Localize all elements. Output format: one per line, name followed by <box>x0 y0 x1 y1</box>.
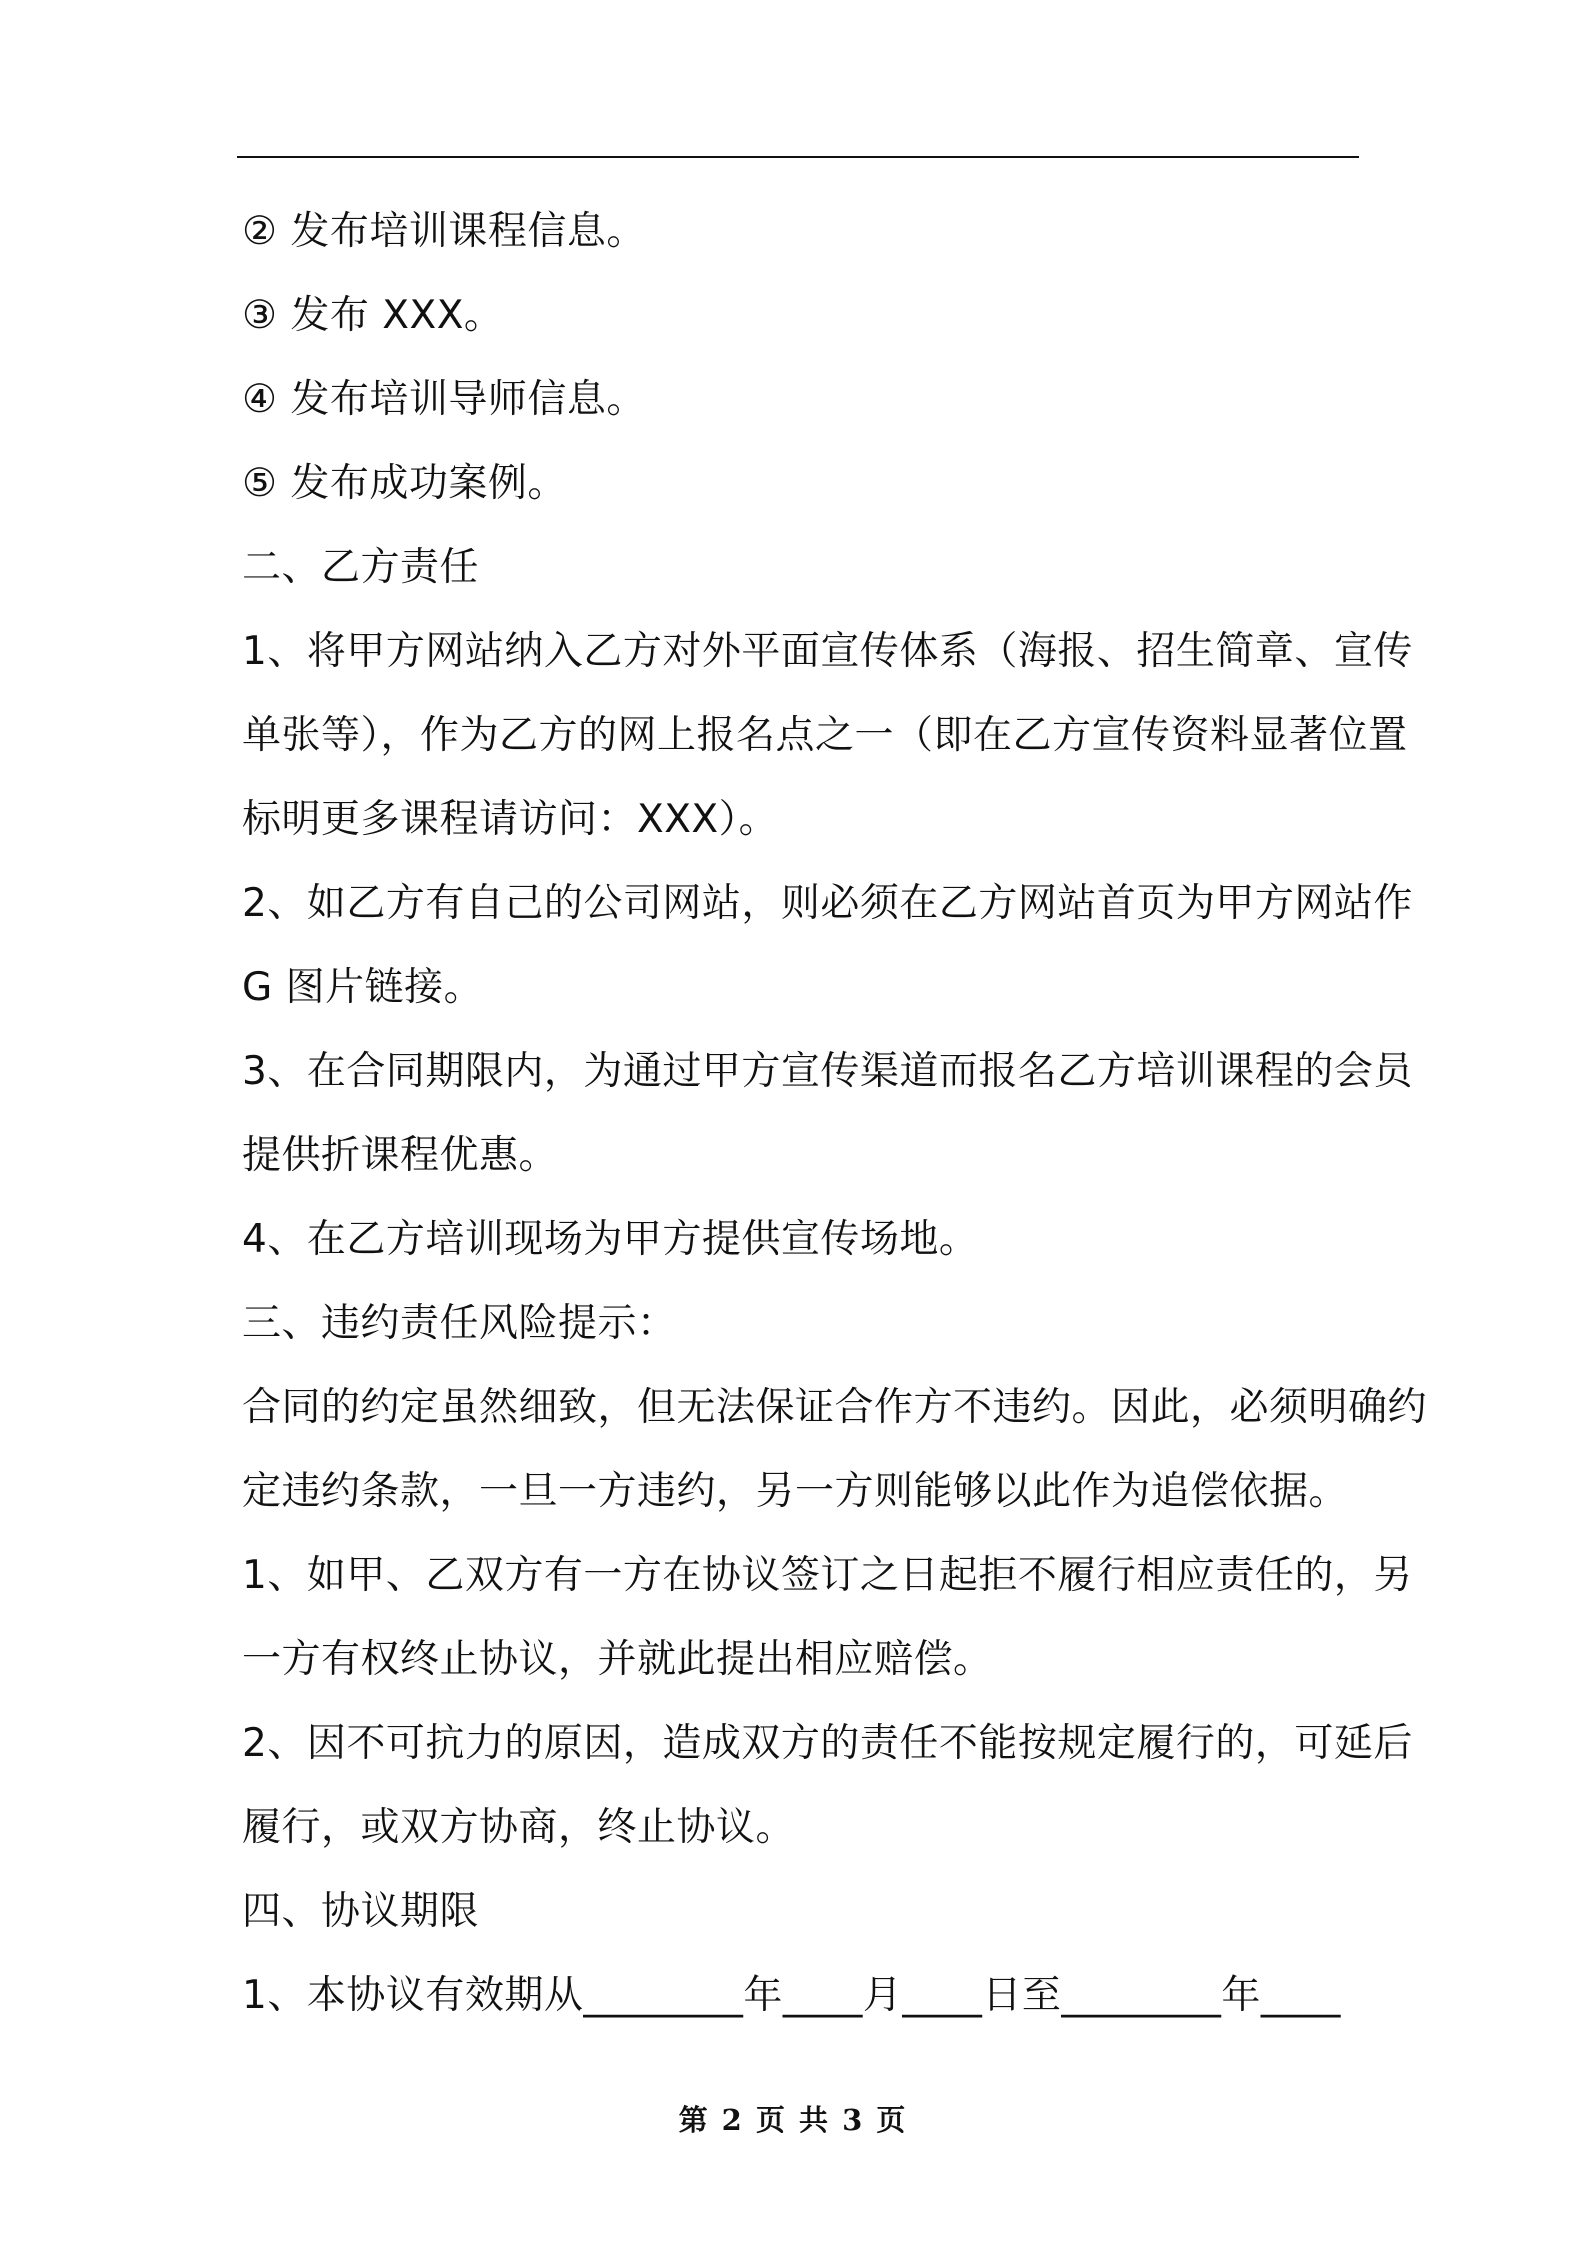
paragraph-line: 1、如甲、乙双方有一方在协议签订之日起拒不履行相应责任的，另 <box>242 1553 1413 1598</box>
paragraph-line: 1、本协议有效期从________年____月____日至________年____ <box>242 1973 1341 2018</box>
list-item-4: ④ 发布培训导师信息。 <box>242 377 646 422</box>
page-footer: 第 2 页 共 3 页 <box>678 2103 908 2137</box>
document-body <box>242 190 1428 2038</box>
paragraph-line: 标明更多课程请访问：XXX）。 <box>242 797 779 842</box>
paragraph-line: 单张等），作为乙方的网上报名点之一（即在乙方宣传资料显著位置 <box>242 713 1408 758</box>
section-heading-term: 四、协议期限 <box>242 1889 480 1934</box>
paragraph-line: 4、在乙方培训现场为甲方提供宣传场地。 <box>242 1217 979 1262</box>
paragraph-line: 履行，或双方协商，终止协议。 <box>242 1805 796 1850</box>
list-item-3: ③ 发布 XXX。 <box>242 293 504 338</box>
section-heading-breach: 三、违约责任风险提示： <box>242 1301 677 1346</box>
paragraph-line: 2、因不可抗力的原因，造成双方的责任不能按规定履行的，可延后 <box>242 1721 1413 1766</box>
paragraph-line: 合同的约定虽然细致，但无法保证合作方不违约。因此，必须明确约 <box>242 1385 1428 1430</box>
section-heading-party-b: 二、乙方责任 <box>242 545 480 590</box>
paragraph-line: G 图片链接。 <box>242 965 484 1010</box>
paragraph-line: 1、将甲方网站纳入乙方对外平面宣传体系（海报、招生简章、宣传 <box>242 629 1413 674</box>
paragraph-line: 一方有权终止协议，并就此提出相应赔偿。 <box>242 1637 993 1682</box>
paragraph-line: 定违约条款，一旦一方违约，另一方则能够以此作为追偿依据。 <box>242 1469 1349 1514</box>
paragraph-line: 提供折课程优惠。 <box>242 1133 559 1178</box>
paragraph-line: 2、如乙方有自己的公司网站，则必须在乙方网站首页为甲方网站作 <box>242 881 1413 926</box>
list-item-5: ⑤ 发布成功案例。 <box>242 461 567 506</box>
list-item-2: ② 发布培训课程信息。 <box>242 209 646 254</box>
header-divider <box>237 156 1359 158</box>
paragraph-line: 3、在合同期限内，为通过甲方宣传渠道而报名乙方培训课程的会员 <box>242 1049 1413 1094</box>
